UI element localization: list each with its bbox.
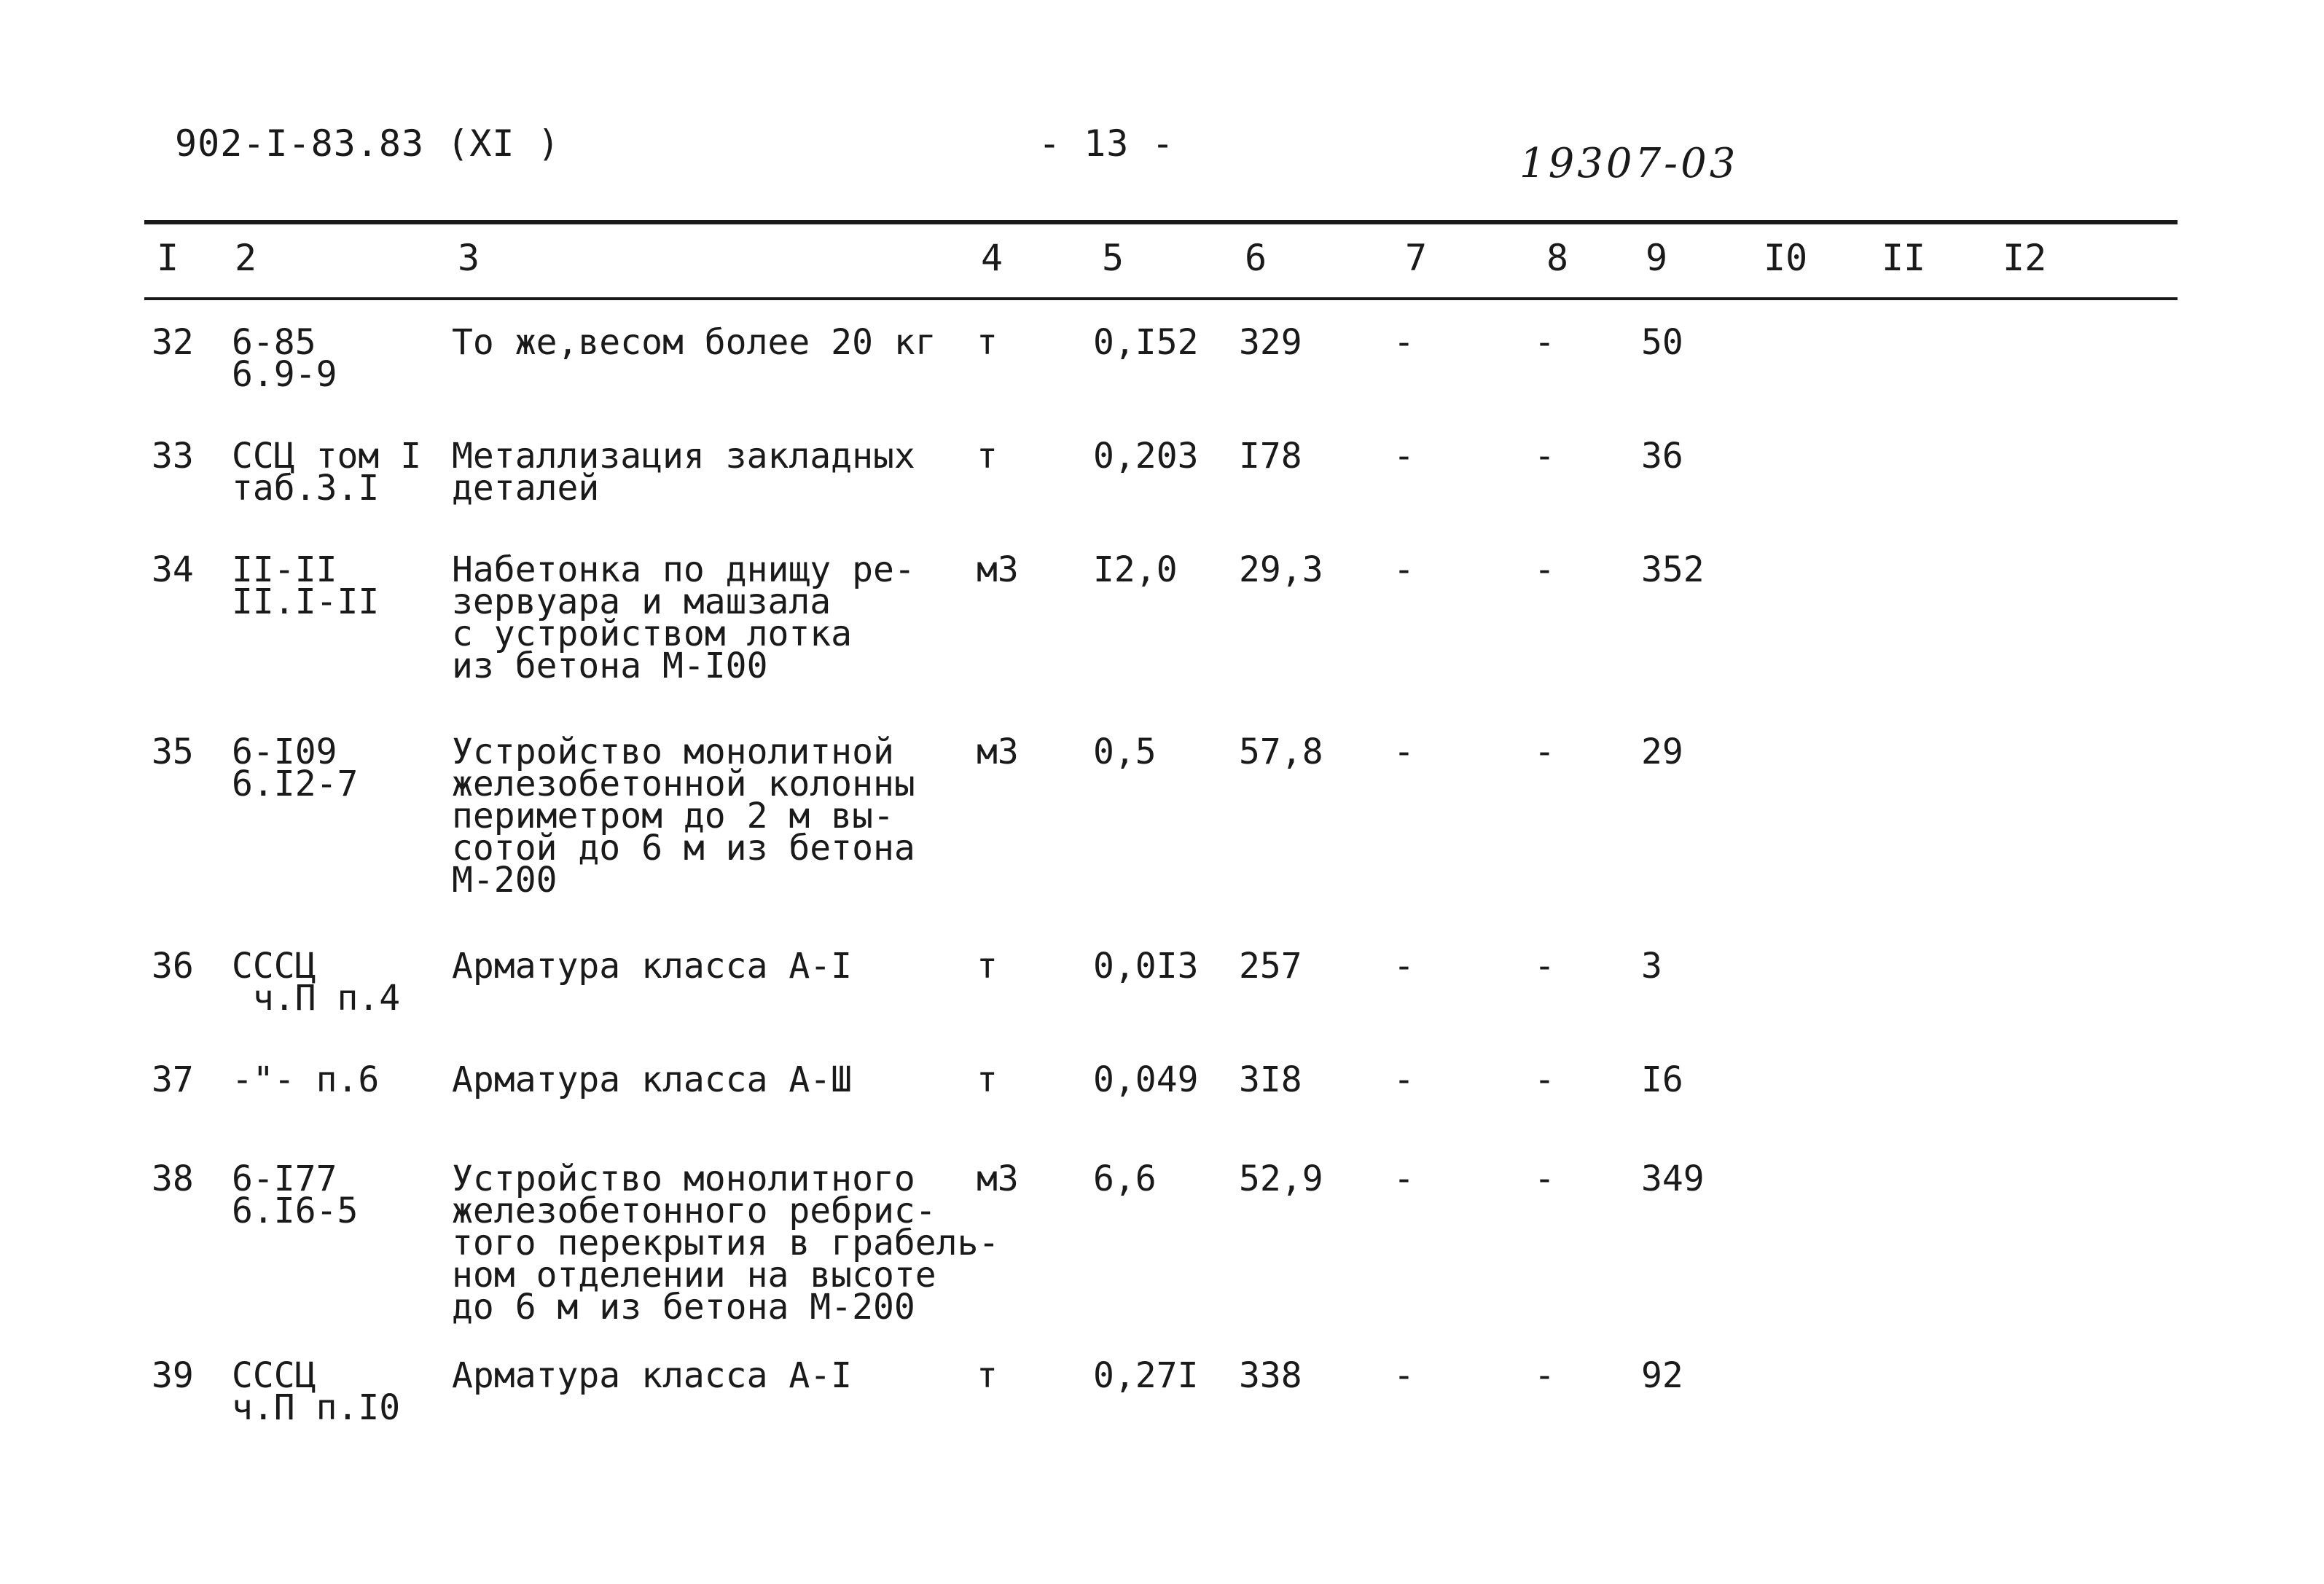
column-9-value: 29 xyxy=(1641,732,1683,772)
column-7-value: - xyxy=(1393,1355,1415,1396)
column-header-7: 7 xyxy=(1405,237,1428,279)
work-description: Устройство монолитной железобетонной колонны периметром до 2 м вы- сотой до 6 м из бетона М-200 xyxy=(452,732,915,901)
norm-code: -"- п.6 xyxy=(232,1059,380,1100)
norm-code: СССЦ ч.П п.I0 xyxy=(232,1355,401,1428)
column-header-6: 6 xyxy=(1245,237,1267,279)
column-7-value: - xyxy=(1393,732,1415,772)
unit: м3 xyxy=(977,732,1019,772)
column-9-value: 3 xyxy=(1641,946,1662,987)
quantity: 0,27I xyxy=(1093,1355,1199,1396)
column-header-8: 8 xyxy=(1546,237,1569,279)
column-7-value: - xyxy=(1393,436,1415,477)
work-description: Арматура класса А-I xyxy=(452,946,853,987)
column-header-1: I xyxy=(157,237,179,279)
unit-price: 3I8 xyxy=(1239,1059,1302,1100)
work-description: Набетонка по днищу ре- зервуара и машзала с устройством лотка из бетона М-I00 xyxy=(452,549,915,686)
column-8-value: - xyxy=(1534,732,1555,772)
column-8-value: - xyxy=(1534,1059,1555,1100)
quantity: I2,0 xyxy=(1093,549,1178,590)
column-header-5: 5 xyxy=(1102,237,1124,279)
quantity: 0,049 xyxy=(1093,1059,1199,1100)
unit: м3 xyxy=(977,1158,1019,1199)
column-9-value: 352 xyxy=(1641,549,1705,590)
norm-code: ССЦ том I таб.3.I xyxy=(232,436,422,509)
column-header-9: 9 xyxy=(1646,237,1668,279)
unit-price: 29,3 xyxy=(1239,549,1323,590)
column-9-value: 50 xyxy=(1641,322,1683,363)
column-8-value: - xyxy=(1534,436,1555,477)
quantity: 0,0I3 xyxy=(1093,946,1199,987)
unit: т xyxy=(977,946,998,987)
norm-code: 6-I77 6.I6-5 xyxy=(232,1158,359,1231)
work-description: Устройство монолитного железобетонного ребрис- того перекрытия в грабель- ном отделении на высоте до 6 м из бетона М-200 xyxy=(452,1158,1000,1328)
column-7-value: - xyxy=(1393,322,1415,363)
row-number: 34 xyxy=(152,549,194,590)
quantity: 0,I52 xyxy=(1093,322,1199,363)
column-header-3: 3 xyxy=(458,237,480,279)
unit-price: 329 xyxy=(1239,322,1302,363)
quantity: 0,5 xyxy=(1093,732,1157,772)
table-header-rule xyxy=(144,297,2178,300)
column-header-11: II xyxy=(1882,237,1926,279)
page-number: - 13 - xyxy=(1038,122,1175,165)
row-number: 35 xyxy=(152,732,194,772)
unit-price: 338 xyxy=(1239,1355,1302,1396)
work-description: Металлизация закладных деталей xyxy=(452,436,915,509)
unit: м3 xyxy=(977,549,1019,590)
column-8-value: - xyxy=(1534,322,1555,363)
column-9-value: I6 xyxy=(1641,1059,1683,1100)
unit-price: 257 xyxy=(1239,946,1302,987)
norm-code: II-II II.I-II xyxy=(232,549,380,622)
row-number: 39 xyxy=(152,1355,194,1396)
row-number: 32 xyxy=(152,322,194,363)
column-7-value: - xyxy=(1393,1059,1415,1100)
document-code: 902-I-83.83 (XI ) xyxy=(175,122,560,165)
row-number: 37 xyxy=(152,1059,194,1100)
unit-price: I78 xyxy=(1239,436,1302,477)
column-9-value: 349 xyxy=(1641,1158,1705,1199)
table-top-rule xyxy=(144,220,2178,224)
column-8-value: - xyxy=(1534,1355,1555,1396)
column-header-12: I2 xyxy=(2003,237,2047,279)
unit-price: 52,9 xyxy=(1239,1158,1323,1199)
column-8-value: - xyxy=(1534,1158,1555,1199)
quantity: 6,6 xyxy=(1093,1158,1157,1199)
unit: т xyxy=(977,436,998,477)
work-description: Арматура класса А-Ш xyxy=(452,1059,853,1100)
archive-number: 19307-03 xyxy=(1519,140,1739,187)
column-header-2: 2 xyxy=(235,237,257,279)
column-7-value: - xyxy=(1393,549,1415,590)
norm-code: СССЦ ч.П п.4 xyxy=(232,946,401,1019)
column-8-value: - xyxy=(1534,549,1555,590)
quantity: 0,203 xyxy=(1093,436,1199,477)
unit: т xyxy=(977,1355,998,1396)
row-number: 33 xyxy=(152,436,194,477)
unit-price: 57,8 xyxy=(1239,732,1323,772)
column-7-value: - xyxy=(1393,1158,1415,1199)
column-7-value: - xyxy=(1393,946,1415,987)
norm-code: 6-I09 6.I2-7 xyxy=(232,732,359,804)
unit: т xyxy=(977,322,998,363)
column-8-value: - xyxy=(1534,946,1555,987)
column-header-10: I0 xyxy=(1764,237,1808,279)
row-number: 36 xyxy=(152,946,194,987)
column-9-value: 36 xyxy=(1641,436,1683,477)
column-9-value: 92 xyxy=(1641,1355,1683,1396)
work-description: То же,весом более 20 кг xyxy=(452,322,936,363)
work-description: Арматура класса А-I xyxy=(452,1355,853,1396)
column-header-4: 4 xyxy=(981,237,1003,279)
norm-code: 6-85 6.9-9 xyxy=(232,322,337,395)
row-number: 38 xyxy=(152,1158,194,1199)
unit: т xyxy=(977,1059,998,1100)
